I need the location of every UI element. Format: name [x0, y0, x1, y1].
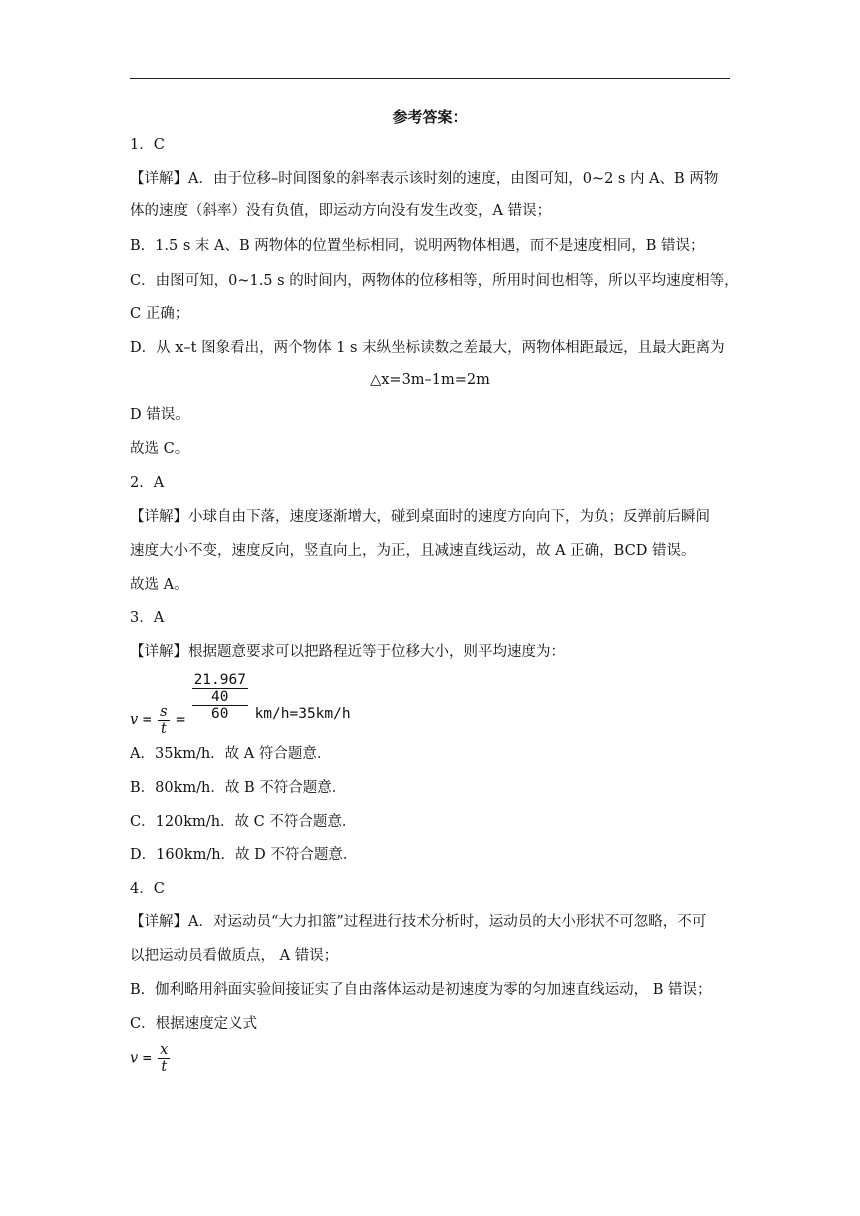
q3-option: B．80km/h．故 B 不符合题意．: [130, 780, 347, 796]
q1-formula: △x=3m–1m=2m: [370, 372, 490, 388]
formula-result: km/h=35km/h: [254, 706, 351, 722]
fraction-denominator: t: [160, 720, 167, 737]
q1-line: 体的速度（斜率）没有负值，即运动方向没有发生改变，A 错误；: [130, 203, 552, 219]
q3-option: C．120km/h．故 C 不符合题意．: [130, 814, 357, 830]
q4-line: 【详解】A．对运动员“大力扣篮”过程进行技术分析时，运动员的大小形状不可忽略，不可: [130, 914, 707, 930]
fraction-x-over-t: [158, 1042, 170, 1075]
q1-line: C 正确；: [130, 306, 190, 322]
q3-option: D．160km/h．故 D 不符合题意．: [130, 847, 358, 863]
q3-answer: 3．A: [130, 610, 165, 626]
q3-velocity-formula: [130, 672, 351, 737]
fraction-denominator: t: [161, 1059, 168, 1075]
q1-line: B．1.5 s 末 A、B 两物体的位置坐标相同，说明两物体相遇，而不是速度相同，B 错误；: [130, 238, 705, 254]
fraction-denominator: 60: [211, 706, 229, 722]
formula-var-v: v: [130, 1050, 139, 1067]
fraction-numerator: s: [160, 703, 168, 720]
fraction-numerator: x: [160, 1042, 169, 1058]
q3-option: A．35km/h．故 A 符合题意．: [130, 746, 332, 762]
q1-line: 故选 C。: [130, 441, 190, 457]
fraction-numerator: 40: [192, 689, 248, 706]
answer-key-title: 参考答案：: [392, 108, 468, 126]
q4-answer: 4．C: [130, 881, 165, 897]
q4-line: 以把运动员看做质点， A 错误；: [130, 948, 339, 964]
header-rule: [130, 78, 730, 79]
q2-answer: 2．A: [130, 475, 165, 491]
formula-equals: =: [142, 1050, 152, 1067]
formula-var-v: v: [130, 712, 139, 728]
nested-fraction: [192, 689, 248, 722]
q1-line: 【详解】A．由于位移–时间图象的斜率表示该时刻的速度，由图可知，0~2 s 内 A、B 两物: [130, 171, 719, 187]
q1-line: C．由图可知，0~1.5 s 的时间内，两物体的位移相等，所用时间也相等，所以平均速度相等，: [130, 273, 739, 289]
formula-equals: =: [176, 712, 185, 728]
q2-line: 【详解】小球自由下落，速度逐渐增大，碰到桌面时的速度方向向下，为负；反弹前后瞬间: [130, 509, 710, 525]
q4-line: B．伽利略用斜面实验间接证实了自由落体运动是初速度为零的匀加速直线运动， B 错误；: [130, 982, 712, 998]
q2-line: 速度大小不变，速度反向，竖直向上，为正，且减速直线运动，故 A 正确，BCD 错误。: [130, 543, 696, 559]
q2-line: 故选 A。: [130, 577, 189, 593]
q3-line: 【详解】根据题意要求可以把路程近等于位移大小，则平均速度为：: [130, 644, 565, 660]
q4-line: C．根据速度定义式: [130, 1016, 258, 1032]
q4-velocity-definition: [130, 1042, 172, 1075]
formula-equals: =: [142, 712, 152, 728]
q1-answer: 1．C: [130, 137, 165, 153]
fraction-numerator: 21.967: [193, 672, 246, 688]
q1-line: D 错误。: [130, 407, 190, 423]
fraction-distance-over-time: [192, 672, 248, 722]
q1-line: D．从 x–t 图象看出，两个物体 1 s 末纵坐标读数之差最大，两物体相距最远，且最大距离为: [130, 340, 725, 356]
fraction-s-over-t: [158, 704, 169, 737]
